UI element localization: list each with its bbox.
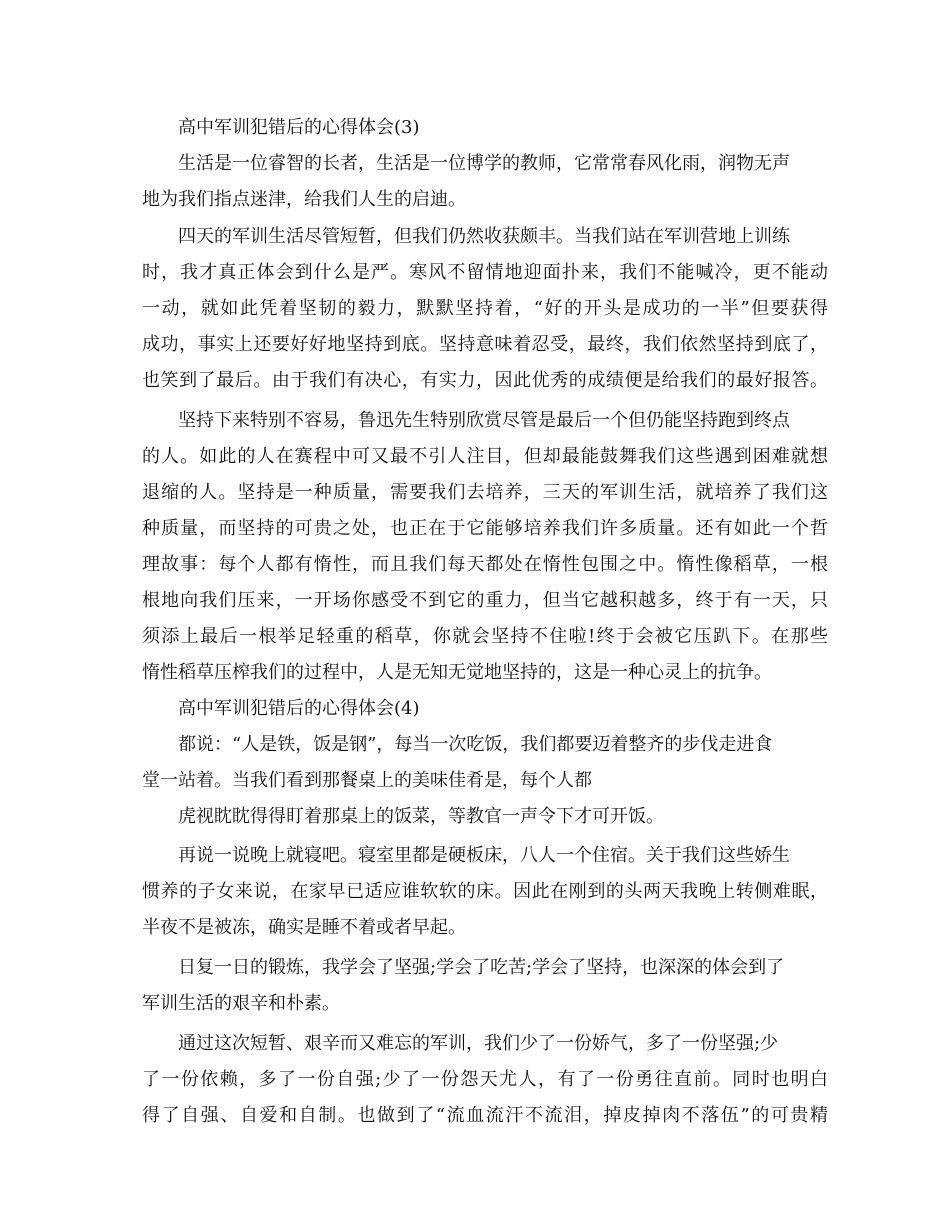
paragraph-line: 惰性稻草压榨我们的过程中，人是无知无觉地坚持的，这是一种心灵上的抗争。 xyxy=(142,662,772,683)
paragraph-line: 再说一说晚上就寝吧。寝室里都是硬板床，八人一个住宿。关于我们这些娇生 xyxy=(178,845,790,866)
paragraph-line: 半夜不是被冻，确实是睡不着或者早起。 xyxy=(142,917,466,938)
paragraph-line: 的人。如此的人在赛程中可又最不引人注目，但却最能鼓舞我们这些遇到困难就想 xyxy=(142,446,828,467)
paragraph-line: 虎视眈眈得得盯着那桌上的饭菜，等教官一声令下才可开饭。 xyxy=(178,806,664,827)
paragraph-line: 成功，事实上还要好好地坚持到底。坚持意味着忍受，最终，我们依然坚持到底了， xyxy=(142,334,828,355)
paragraph-line: 退缩的人。坚持是一种质量，需要我们去培养，三天的军训生活，就培养了我们这 xyxy=(142,482,828,503)
paragraph-line: 地为我们指点迷津，给我们人生的启迪。 xyxy=(142,189,466,210)
paragraph-line: 须添上最后一根举足轻重的稻草，你就会坚持不住啦!终于会被它压趴下。在那些 xyxy=(142,626,828,647)
paragraph-line: 惯养的子女来说，在家早已适应谁软软的床。因此在刚到的头两天我晚上转侧难眠， xyxy=(142,881,828,902)
section-heading-3: 高中军训犯错后的心得体会(3) xyxy=(178,117,420,138)
paragraph-line: 根地向我们压来，一开场你感受不到它的重力，但当它越积越多，终于有一天，只 xyxy=(142,590,828,611)
paragraph-line: 坚持下来特别不容易，鲁迅先生特别欣赏尽管是最后一个但仍能坚持跑到终点 xyxy=(178,410,790,431)
section-heading-4: 高中军训犯错后的心得体会(4) xyxy=(178,698,420,719)
paragraph-line: 时，我才真正体会到什么是严。寒风不留情地迎面扑来，我们不能喊冷，更不能动 xyxy=(142,262,828,283)
paragraph-line: 堂一站着。当我们看到那餐桌上的美味佳肴是，每个人都 xyxy=(142,770,592,791)
paragraph-line: 得了自强、自爱和自制。也做到了“流血流汗不流泪，掉皮掉肉不落伍”的可贵精 xyxy=(142,1105,828,1126)
paragraph-line: 都说：“人是铁，饭是钢”，每当一次吃饭，我们都要迈着整齐的步伐走进食 xyxy=(178,734,773,755)
paragraph-line: 了一份依赖，多了一份自强;少了一份怨天尤人，有了一份勇往直前。同时也明白 xyxy=(142,1069,828,1090)
paragraph-line: 生活是一位睿智的长者，生活是一位博学的教师，它常常春风化雨，润物无声 xyxy=(178,153,790,174)
paragraph-line: 日复一日的锻炼，我学会了坚强;学会了吃苦;学会了坚持，也深深的体会到了 xyxy=(178,957,785,978)
paragraph-line: 种质量，而坚持的可贵之处，也正在于它能够培养我们许多质量。还有如此一个哲 xyxy=(142,518,828,539)
paragraph-line: 理故事：每个人都有惰性，而且我们每天都处在惰性包围之中。惰性像稻草，一根 xyxy=(142,554,828,575)
paragraph-line: 也笑到了最后。由于我们有决心，有实力，因此优秀的成绩便是给我们的最好报答。 xyxy=(142,370,828,391)
paragraph-line: 军训生活的艰辛和朴素。 xyxy=(142,993,340,1014)
paragraph-line: 一动，就如此凭着坚韧的毅力，默默坚持着，“好的开头是成功的一半”但要获得 xyxy=(142,298,828,319)
paragraph-line: 四天的军训生活尽管短暂，但我们仍然收获颇丰。当我们站在军训营地上训练 xyxy=(178,226,790,247)
paragraph-line: 通过这次短暂、艰辛而又难忘的军训，我们少了一份娇气，多了一份坚强;少 xyxy=(178,1033,779,1054)
